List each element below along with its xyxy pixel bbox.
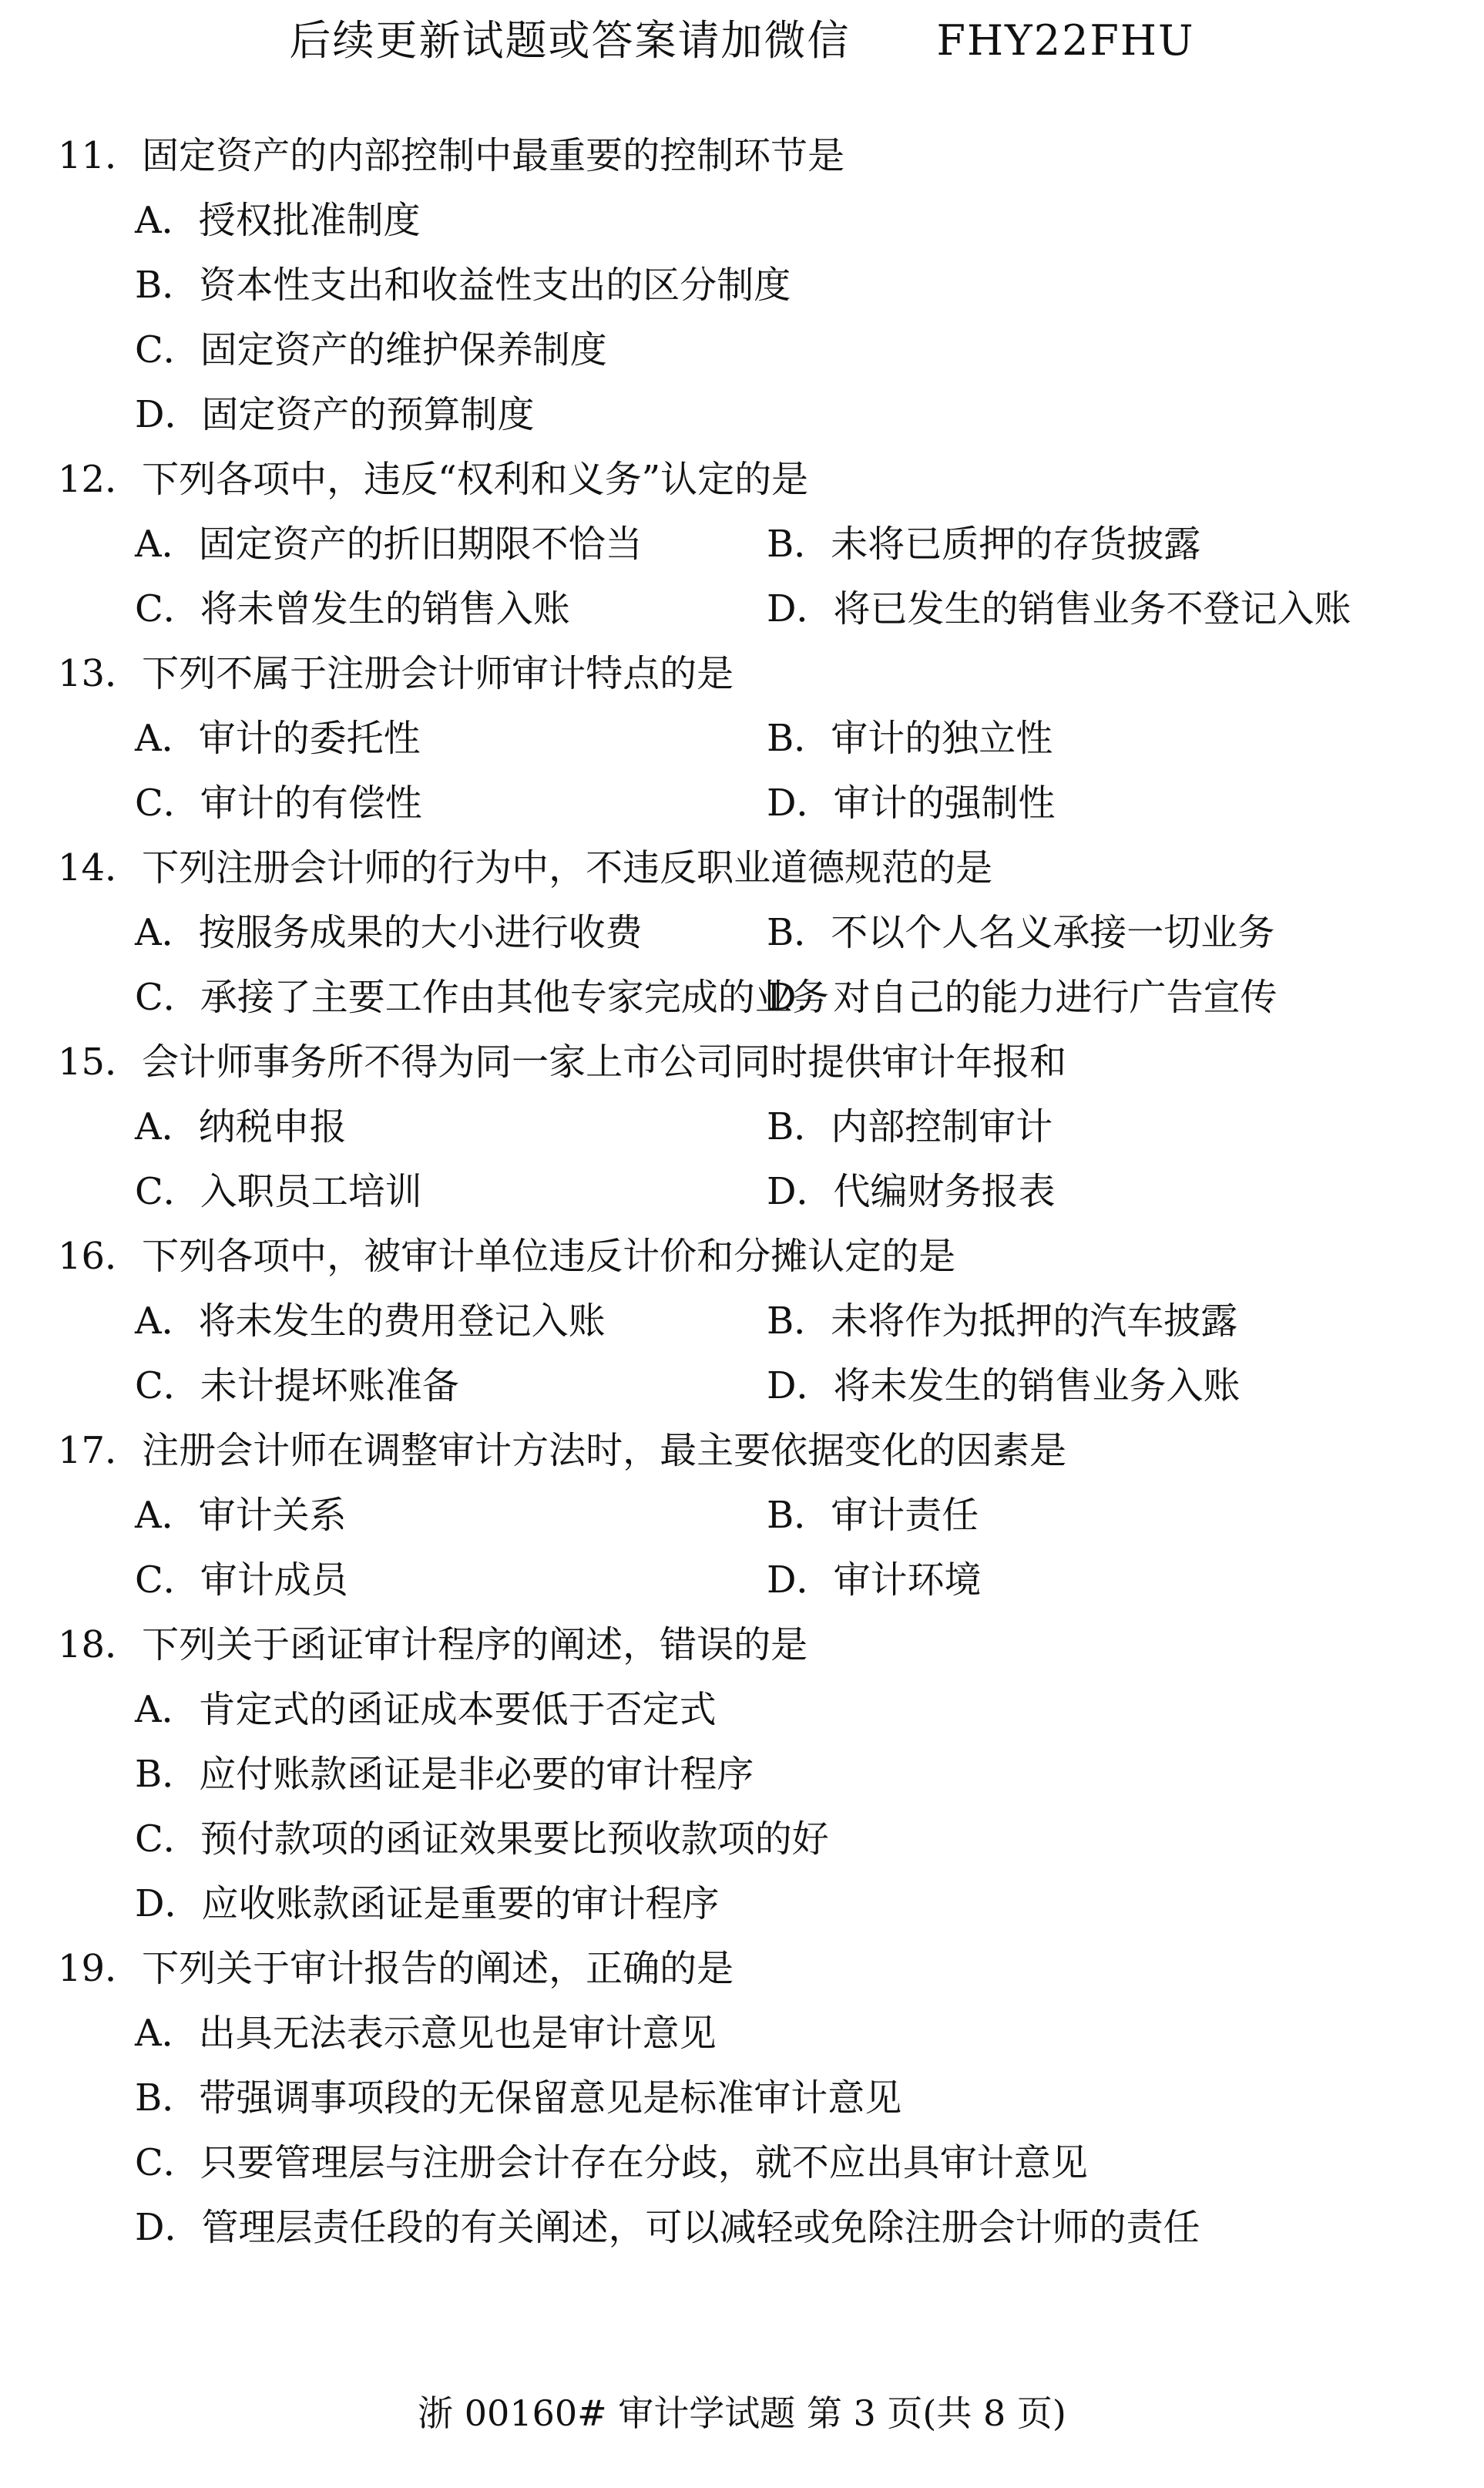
question-15 bbox=[58, 1030, 1445, 1224]
options bbox=[58, 188, 1445, 447]
option-b: B．应付账款函证是非必要的审计程序 bbox=[135, 1753, 754, 1796]
option-a: A．审计的委托性 bbox=[135, 717, 421, 760]
option-d: D．管理层责任段的有关阐述，可以减轻或免除注册会计师的责任 bbox=[135, 2206, 1200, 2249]
option-b: B．审计责任 bbox=[767, 1494, 979, 1537]
option-d: D．将未发生的销售业务入账 bbox=[767, 1364, 1241, 1407]
option-a: A．出具无法表示意见也是审计意见 bbox=[135, 2012, 717, 2055]
options bbox=[58, 1289, 1445, 1418]
option-d: D．对自己的能力进行广告宣传 bbox=[767, 976, 1278, 1019]
question-stem: 12．下列各项中，违反“权利和义务”认定的是 bbox=[58, 458, 809, 501]
option-d: D．固定资产的预算制度 bbox=[135, 393, 535, 436]
option-c: C．审计成员 bbox=[135, 1558, 348, 1602]
question-17 bbox=[58, 1418, 1445, 1612]
question-stem: 14．下列注册会计师的行为中，不违反职业道德规范的是 bbox=[58, 846, 993, 889]
option-c: C．预付款项的函证效果要比预收款项的好 bbox=[135, 1817, 829, 1861]
option-c: C．将未曾发生的销售入账 bbox=[135, 587, 570, 630]
question-19 bbox=[58, 1936, 1445, 2260]
question-stem: 16．下列各项中，被审计单位违反计价和分摊认定的是 bbox=[58, 1235, 956, 1278]
option-a: A．将未发生的费用登记入账 bbox=[135, 1299, 606, 1343]
question-16 bbox=[58, 1224, 1445, 1418]
option-b: B．未将作为抵押的汽车披露 bbox=[767, 1299, 1238, 1343]
question-stem: 13．下列不属于注册会计师审计特点的是 bbox=[58, 652, 734, 695]
option-c: C．只要管理层与注册会计存在分歧，就不应出具审计意见 bbox=[135, 2141, 1088, 2184]
question-stem: 11．固定资产的内部控制中最重要的控制环节是 bbox=[58, 134, 845, 177]
option-b: B．未将已质押的存货披露 bbox=[767, 523, 1201, 566]
option-a: A．纳税申报 bbox=[135, 1105, 347, 1148]
option-c: C．未计提坏账准备 bbox=[135, 1364, 459, 1407]
options bbox=[58, 706, 1445, 835]
question-stem: 17．注册会计师在调整审计方法时，最主要依据变化的因素是 bbox=[58, 1429, 1067, 1472]
options bbox=[58, 512, 1445, 641]
option-a: A．固定资产的折旧期限不恰当 bbox=[135, 523, 643, 566]
option-a: A．按服务成果的大小进行收费 bbox=[135, 911, 643, 954]
options bbox=[58, 2001, 1445, 2260]
option-c: C．承接了主要工作由其他专家完成的业务 bbox=[135, 976, 829, 1019]
question-stem: 19．下列关于审计报告的阐述，正确的是 bbox=[58, 1947, 734, 1990]
page-header: 后续更新试题或答案请加微信 FHY22FHU bbox=[289, 16, 1195, 65]
question-stem: 18．下列关于函证审计程序的阐述，错误的是 bbox=[58, 1623, 808, 1666]
question-list bbox=[58, 123, 1445, 2260]
options bbox=[58, 1094, 1445, 1224]
option-d: D．应收账款函证是重要的审计程序 bbox=[135, 1882, 720, 1925]
option-b: B．内部控制审计 bbox=[767, 1105, 1053, 1148]
question-stem: 15．会计师事务所不得为同一家上市公司同时提供审计年报和 bbox=[58, 1041, 1067, 1084]
options bbox=[58, 900, 1445, 1030]
option-d: D．将已发生的销售业务不登记入账 bbox=[767, 587, 1351, 630]
option-c: C．固定资产的维护保养制度 bbox=[135, 328, 607, 372]
options bbox=[58, 1483, 1445, 1612]
option-a: A．审计关系 bbox=[135, 1494, 347, 1537]
option-d: D．代编财务报表 bbox=[767, 1170, 1056, 1213]
page-footer: 浙 00160# 审计学试题 第 3 页(共 8 页) bbox=[418, 2392, 1066, 2434]
option-d: D．审计的强制性 bbox=[767, 782, 1056, 825]
option-b: B．资本性支出和收益性支出的区分制度 bbox=[135, 264, 791, 307]
question-12 bbox=[58, 447, 1445, 641]
question-13 bbox=[58, 641, 1445, 835]
question-11 bbox=[58, 123, 1445, 447]
option-a: A．肯定式的函证成本要低于否定式 bbox=[135, 1688, 717, 1731]
option-c: C．入职员工培训 bbox=[135, 1170, 422, 1213]
option-b: B．带强调事项段的无保留意见是标准审计意见 bbox=[135, 2076, 902, 2120]
option-a: A．授权批准制度 bbox=[135, 199, 421, 242]
option-b: B．不以个人名义承接一切业务 bbox=[767, 911, 1275, 954]
option-b: B．审计的独立性 bbox=[767, 717, 1053, 760]
question-18 bbox=[58, 1612, 1445, 1936]
options bbox=[58, 1677, 1445, 1936]
question-14 bbox=[58, 835, 1445, 1030]
option-d: D．审计环境 bbox=[767, 1558, 982, 1602]
option-c: C．审计的有偿性 bbox=[135, 782, 422, 825]
